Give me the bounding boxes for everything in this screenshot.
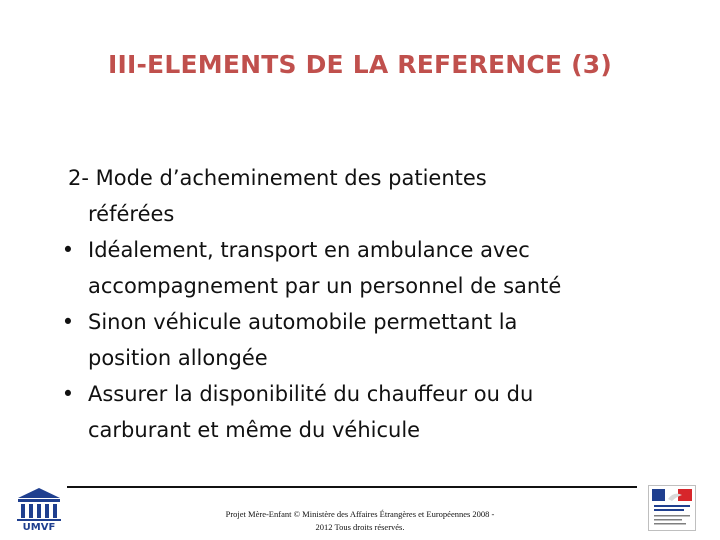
bullet-item-1 <box>58 232 658 268</box>
footer-divider <box>67 486 637 488</box>
bullet-1-line-1: Idéalement, transport en ambulance avec <box>88 238 530 262</box>
bullet-3-line-2: carburant et même du véhicule <box>88 418 421 442</box>
footer-line-2: 2012 Tous droits réservés. <box>315 522 405 532</box>
intro-line-1: 2- Mode d’acheminement des patientes <box>68 166 487 190</box>
bullet-icon: • <box>61 310 75 334</box>
footer-line-1: Projet Mère-Enfant © Ministère des Affaires Étrangères et Européennes 2008 - <box>225 509 495 519</box>
slide-body <box>58 160 658 448</box>
bullet-3-line-1: Assurer la disponibilité du chauffeur ou du <box>88 382 534 406</box>
footer-copyright <box>190 508 530 534</box>
bullet-icon: • <box>61 382 75 406</box>
slide-title: III-ELEMENTS DE LA REFERENCE (3) <box>107 50 613 79</box>
republique-francaise-emblem-icon <box>648 485 696 531</box>
institution-columns-icon <box>14 484 64 532</box>
umvf-logo-text: UMVF <box>22 522 56 532</box>
bullet-item-3 <box>58 376 658 412</box>
intro-line-2: référées <box>88 202 175 226</box>
bullet-1-line-2: accompagnement par un personnel de santé <box>88 274 562 298</box>
bullet-2-line-1: Sinon véhicule automobile permettant la <box>88 310 518 334</box>
bullet-2-line-2: position allongée <box>88 346 268 370</box>
bullet-icon: • <box>61 238 75 262</box>
bullet-item-2 <box>58 304 658 340</box>
